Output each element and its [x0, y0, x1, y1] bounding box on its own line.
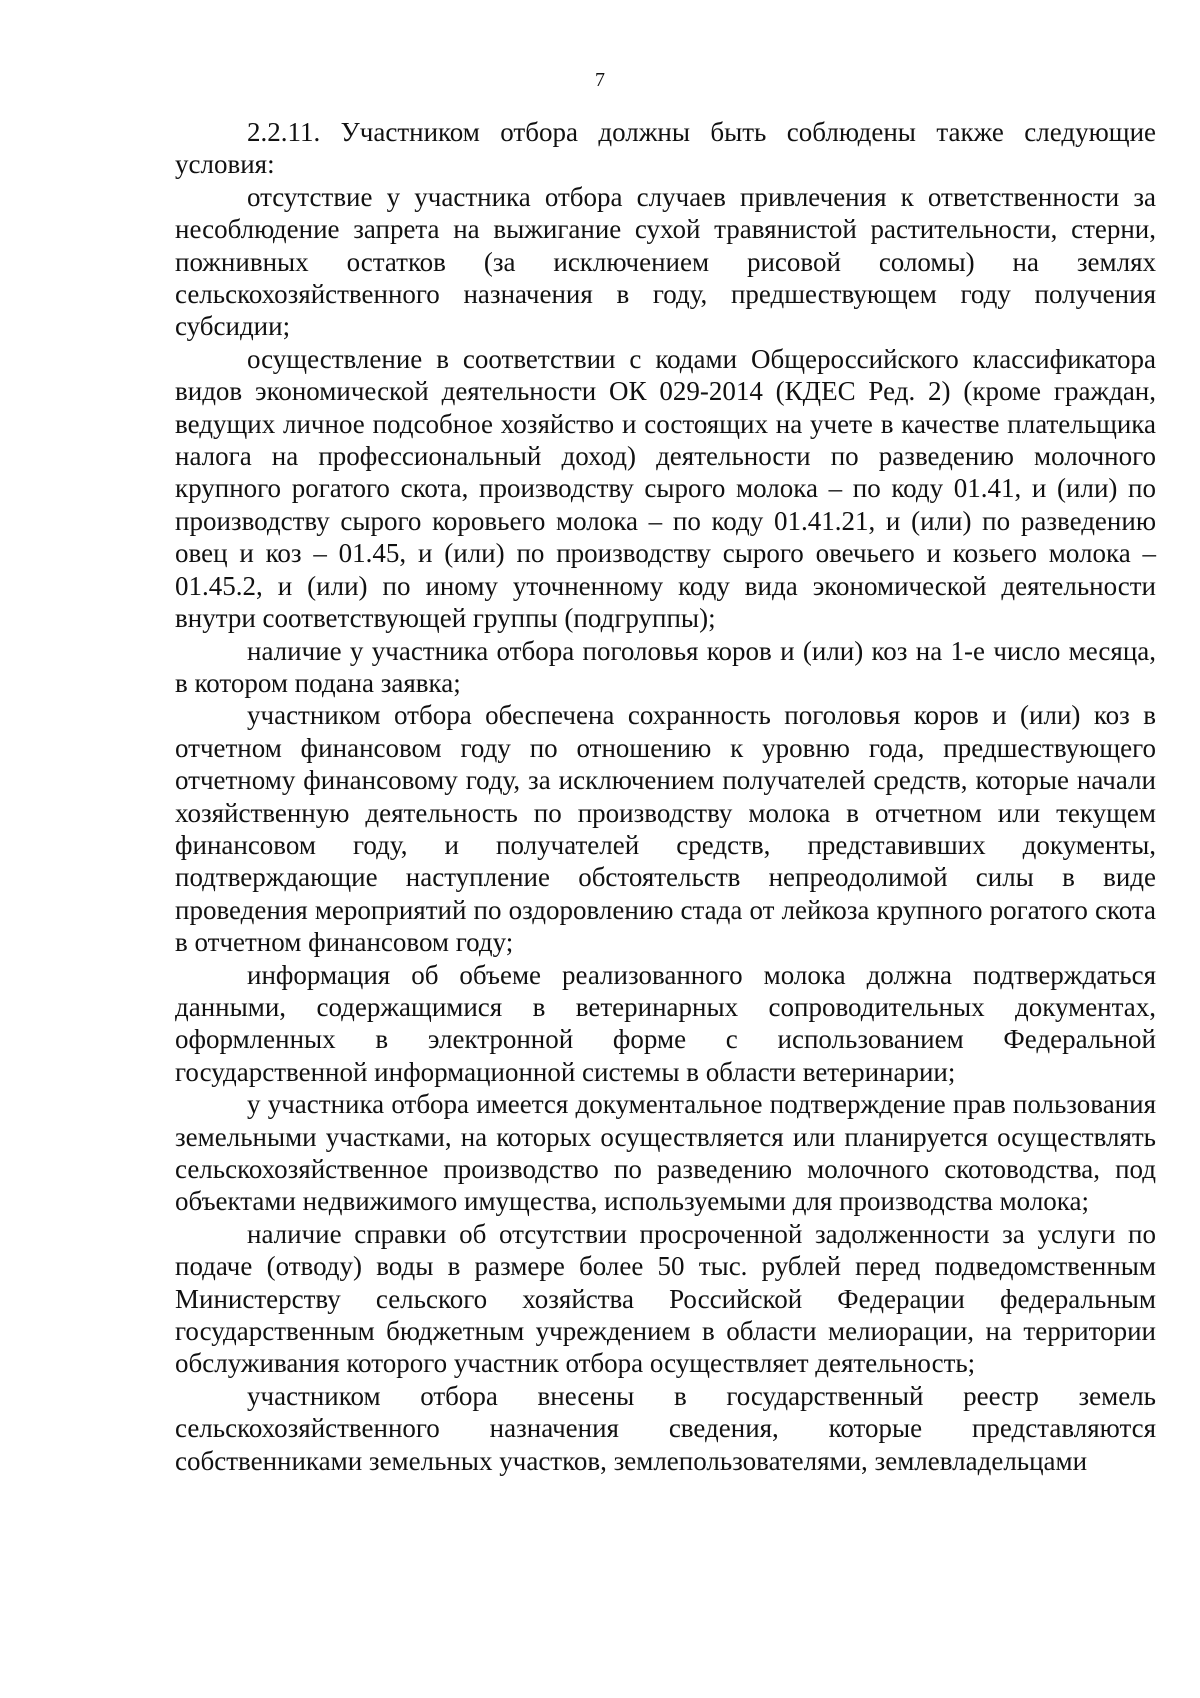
document-body — [175, 116, 1156, 1477]
paragraph-land-registry: участником отбора внесены в государственный реестр земель сельскохозяйственного назначения сведения, которые представляются собственниками земельных участков, землепользователями, землевладельцами — [175, 1380, 1156, 1476]
paragraph-okved-activity: осуществление в соответствии с кодами Общероссийского классификатора видов экономической деятельности ОК 029-2014 (КДЕС Ред. 2) (кроме граждан, ведущих личное подсобное хозяйство и состоящих на учете в качестве плательщика налога на профессиональный доход) деятельности по разведению молочного крупного рогатого скота, производству сырого молока – по коду 01.41, и (или) по производству сырого коровьего молока – по коду 01.41.21, и (или) по разведению овец и коз – 01.45, и (или) по производству сырого овечьего и козьего молока – 01.45.2, и (или) по иному уточненному коду вида экономической деятельности внутри соответствующей группы (подгруппы); — [175, 343, 1156, 634]
paragraph-land-rights: у участника отбора имеется документальное подтверждение прав пользования земельными участками, на которых осуществляется или планируется осуществлять сельскохозяйственное производство по разведению молочного скотоводства, под объектами недвижимого имущества, используемыми для производства молока; — [175, 1089, 1156, 1217]
paragraph-livestock-preservation: участником отбора обеспечена сохранность поголовья коров и (или) коз в отчетном финансовом году по отношению к уровню года, предшествующего отчетному финансовому году, за исключением получателей средств, которые начали хозяйственную деятельность по производству молока в отчетном или текущем финансовом году, и получателей средств, представивших документы, подтверждающие наступление обстоятельств непреодолимой силы в виде проведения мероприятий по оздоровлению стада от лейкоза крупного рогатого скота в отчетном финансовом году; — [175, 700, 1156, 958]
paragraph-livestock-presence: наличие у участника отбора поголовья коров и (или) коз на 1-е число месяца, в котором подана заявка; — [175, 635, 1156, 698]
paragraph-water-debt-certificate: наличие справки об отсутствии просроченной задолженности за услуги по подаче (отводу) воды в размере более 50 тыс. рублей перед подведомственным Министерству сельского хозяйства Российской Федерации федеральным государственным бюджетным учреждением в области мелиорации, на территории обслуживания которого участник отбора осуществляет деятельность; — [175, 1218, 1156, 1379]
paragraph-2-2-11: 2.2.11. Участником отбора должны быть соблюдены также следующие условия: — [175, 117, 1156, 180]
paragraph-milk-volume-info: информация об объеме реализованного молока должна подтверждаться данными, содержащимися в ветеринарных сопроводительных документах, оформленных в электронной форме с использованием Федеральной государственной информационной системы в области ветеринарии; — [175, 959, 1156, 1087]
page-number: 7 — [595, 69, 605, 91]
paragraph-no-burning-liability: отсутствие у участника отбора случаев привлечения к ответственности за несоблюдение запрета на выжигание сухой травянистой растительности, стерни, пожнивных остатков (за исключением рисовой соломы) на землях сельскохозяйственного назначения в году, предшествующем году получения субсидии; — [175, 181, 1156, 342]
